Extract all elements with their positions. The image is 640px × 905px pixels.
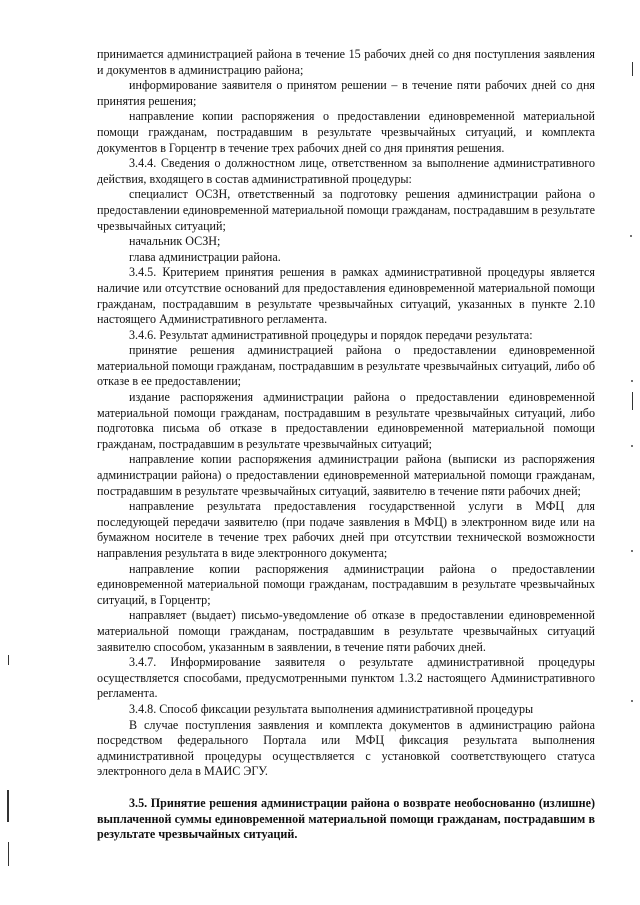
scan-mark-left-3 [8,842,9,866]
paragraph-10: принятие решения администрацией района о предоставлении единовременной материальной помощи гражданам, пострадавшим в результате чрезвычайных ситуаций, либо об отказе в ее предоставлении; [97,343,595,389]
paragraph-12: направление копии распоряжения администрации района (выписки из распоряжения администрации района) о предоставлении единовременной материальной помощи гражданам, пострадавшим в результате чрезвычайных ситуаций, заявителю в течение пяти рабочих дней; [97,452,595,498]
paragraph-16: 3.4.7. Информирование заявителя о результате административной процедуры осуществляется способами, предусмотренными пунктом 1.3.2 настоящего Административного регламента. [97,655,595,701]
paragraph-7: глава администрации района. [129,249,281,264]
scan-mark-right-1 [632,62,633,76]
scan-dot-right-4 [631,550,633,552]
paragraph-4: 3.4.4. Сведения о должностном лице, ответственном за выполнение административного действия, входящего в состав административной процедуры: [97,156,595,186]
paragraph-2: информирование заявителя о принятом решении – в течение пяти рабочих дней со дня принятия решения; [97,78,595,108]
section-heading: 3.5. Принятие решения администрации района о возврате необоснованно (излишне) выплаченной суммы единовременной материальной помощи гражданам, пострадавшим в результате чрезвычайных ситуаций. [97,795,595,842]
paragraph-5: специалист ОСЗН, ответственный за подготовку решения администрации района о предоставлении единовременной материальной помощи гражданам, пострадавшим в результате чрезвычайных ситуаций; [97,187,595,233]
paragraph-6: начальник ОСЗН; [129,234,221,249]
scan-mark-left-2 [7,790,9,822]
paragraph-3: направление копии распоряжения о предоставлении единовременной материальной помощи гражданам, пострадавшим в результате чрезвычайных ситуаций, и комплекта документов в Горцентр в течение трех рабочих дней со дня принятия решения. [97,109,595,155]
scan-mark-left-1 [8,655,9,665]
paragraph-9: 3.4.6. Результат административной процедуры и порядок передачи результата: [129,327,533,342]
document-body [97,47,595,843]
scan-dot-right-2 [631,380,633,382]
paragraph-18: В случае поступления заявления и комплекта документов в администрацию района посредством федерального Портала или МФЦ фиксация результата выполнения административной процедуры осуществляется с установкой соответствующего статуса электронного дела в МАИС ЭГУ. [97,717,595,779]
paragraph-8: 3.4.5. Критерием принятия решения в рамках административной процедуры является наличие или отсутствие оснований для предоставления единовременной материальной помощи гражданам, пострадавшим в результате чрезвычайных ситуаций, указанных в пункте 2.10 настоящего Административного регламента. [97,265,595,327]
scan-dot-right-5 [631,700,633,702]
paragraph-14: направление копии распоряжения администрации района о предоставлении единовременной материальной помощи гражданам, пострадавшим в результате чрезвычайных ситуаций, в Горцентр; [97,561,595,607]
paragraph-17: 3.4.8. Способ фиксации результата выполнения административной процедуры [129,701,534,716]
paragraph-15: направляет (выдает) письмо-уведомление об отказе в предоставлении единовременной материальной помощи гражданам, пострадавшим в результате чрезвычайных ситуаций заявителю способом, указанным в заявлении, в течение пяти рабочих дней. [97,608,595,654]
scan-dot-right-3 [631,445,633,447]
scan-dot-right-1 [630,235,632,237]
paragraph-11: издание распоряжения администрации района о предоставлении единовременной материальной помощи гражданам, пострадавшим в результате чрезвычайных ситуаций, либо подготовка письма об отказе в предоставлении единовременной материальной помощи гражданам, пострадавшим в результате чрезвычайных ситуаций; [97,390,595,451]
paragraph-1: принимается администрацией района в течение 15 рабочих дней со дня поступления заявления и документов в администрацию района; [97,47,595,77]
scan-mark-right-2 [632,392,633,410]
paragraph-13: направление результата предоставления государственной услуги в МФЦ для последующей передачи заявителю (при подаче заявления в МФЦ) в электронном виде или на бумажном носителе в течение трех рабочих дней при отсутствии технической возможности направления результата в виде электронного документа; [97,499,595,560]
